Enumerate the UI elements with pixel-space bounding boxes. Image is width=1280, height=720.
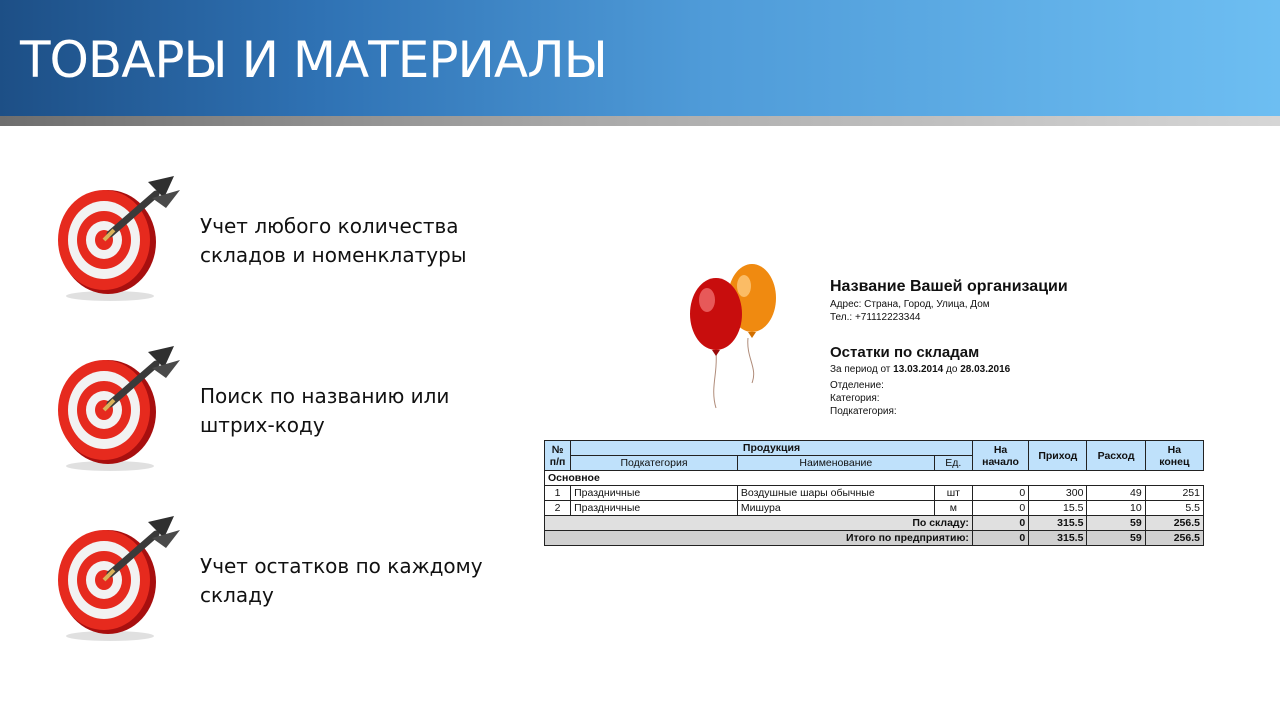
cell-name: Мишура xyxy=(737,501,934,516)
col-subcat-header: Подкатегория xyxy=(571,456,738,471)
cell-subcat: Праздничные xyxy=(571,501,738,516)
cell-unit: шт xyxy=(934,486,972,501)
col-end-header: На конец xyxy=(1145,441,1203,471)
organization-info xyxy=(830,278,1068,324)
cell-out: 10 xyxy=(1087,501,1145,516)
col-product-header: Продукция xyxy=(571,441,973,456)
col-out-header: Расход xyxy=(1087,441,1145,471)
dart-target-icon xyxy=(52,338,188,474)
feature-line: складу xyxy=(200,583,274,607)
cell-start: 0 xyxy=(972,501,1028,516)
table-row xyxy=(545,486,1204,501)
filter-category: Категория: xyxy=(830,393,880,404)
col-no-header: № п/п xyxy=(545,441,571,471)
cell-out: 59 xyxy=(1087,531,1145,546)
cell-end: 251 xyxy=(1145,486,1203,501)
cell-end: 256.5 xyxy=(1145,531,1203,546)
cell-no: 1 xyxy=(545,486,571,501)
cell-start: 0 xyxy=(972,531,1028,546)
feature-item xyxy=(52,168,502,308)
page-title: ТОВАРЫ И МАТЕРИАЛЫ xyxy=(20,31,607,89)
feature-line: складов и номенклатуры xyxy=(200,243,467,267)
table-row xyxy=(545,501,1204,516)
grand-total-row xyxy=(545,531,1204,546)
report-heading xyxy=(830,344,1010,418)
cell-end: 5.5 xyxy=(1145,501,1203,516)
feature-text xyxy=(200,552,483,610)
period-from: 13.03.2014 xyxy=(893,364,944,375)
organization-address: Адрес: Страна, Город, Улица, Дом xyxy=(830,299,990,310)
report-preview xyxy=(540,258,1210,558)
cell-in: 300 xyxy=(1029,486,1087,501)
feature-line: Учет остатков по каждому xyxy=(200,554,483,578)
header-banner xyxy=(0,0,1280,116)
cell-in: 315.5 xyxy=(1029,531,1087,546)
filter-department: Отделение: xyxy=(830,380,884,391)
col-start-header: На начало xyxy=(972,441,1028,471)
section-row xyxy=(545,471,1204,486)
col-in-header: Приход xyxy=(1029,441,1087,471)
report-period xyxy=(830,363,1010,376)
feature-line: Учет любого количества xyxy=(200,214,459,238)
cell-in: 315.5 xyxy=(1029,516,1087,531)
dart-target-icon xyxy=(52,168,188,304)
period-to: 28.03.2016 xyxy=(960,364,1011,375)
feature-item xyxy=(52,338,502,478)
cell-name: Воздушные шары обычные xyxy=(737,486,934,501)
feature-line: Поиск по названию или xyxy=(200,384,450,408)
balloons-icon xyxy=(686,258,786,413)
organization-phone: Тел.: +71112223344 xyxy=(830,312,921,323)
header-divider xyxy=(0,116,1280,126)
cell-start: 0 xyxy=(972,516,1028,531)
cell-unit: м xyxy=(934,501,972,516)
report-title: Остатки по складам xyxy=(830,344,980,361)
dart-target-icon xyxy=(52,508,188,644)
stock-table xyxy=(544,440,1204,546)
cell-start: 0 xyxy=(972,486,1028,501)
feature-line: штрих-коду xyxy=(200,413,325,437)
grand-total-label: Итого по предприятию: xyxy=(545,531,973,546)
cell-end: 256.5 xyxy=(1145,516,1203,531)
col-unit-header: Ед. xyxy=(934,456,972,471)
section-label: Основное xyxy=(545,471,1204,486)
organization-name: Название Вашей организации xyxy=(830,278,1068,295)
cell-in: 15.5 xyxy=(1029,501,1087,516)
feature-text xyxy=(200,212,467,270)
period-prefix: За период от xyxy=(830,364,894,375)
cell-no: 2 xyxy=(545,501,571,516)
warehouse-total-label: По складу: xyxy=(545,516,973,531)
filter-subcategory: Подкатегория: xyxy=(830,406,897,417)
feature-item xyxy=(52,508,502,648)
warehouse-total-row xyxy=(545,516,1204,531)
col-name-header: Наименование xyxy=(737,456,934,471)
cell-out: 59 xyxy=(1087,516,1145,531)
period-mid: до xyxy=(943,364,961,375)
cell-subcat: Праздничные xyxy=(571,486,738,501)
cell-out: 49 xyxy=(1087,486,1145,501)
feature-text xyxy=(200,382,449,440)
